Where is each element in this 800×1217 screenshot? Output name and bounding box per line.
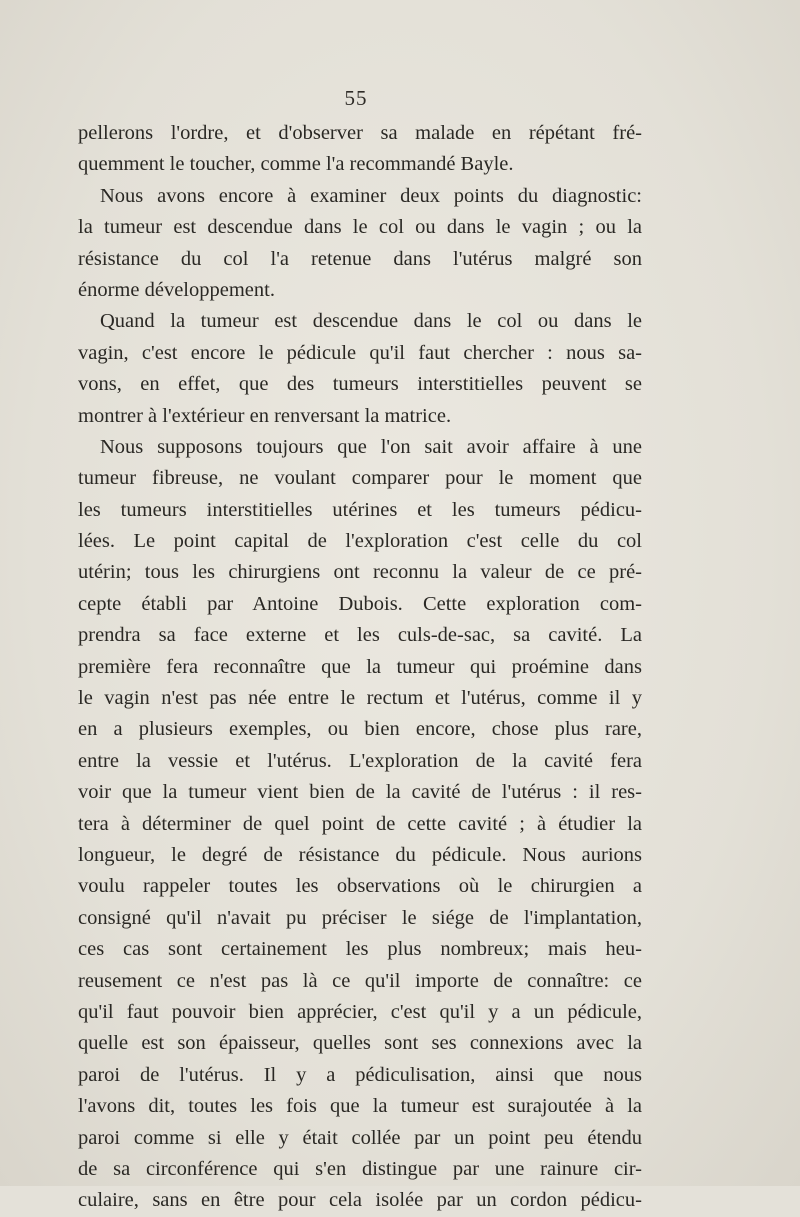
text-line: montrer à l'extérieur en renversant la matrice.	[78, 404, 452, 427]
text-line: de sa circonférence qui s'en distingue par une rainure cir-	[78, 1157, 642, 1180]
text-line: quelle est son épaisseur, quelles sont ses connexions avec la	[78, 1032, 642, 1055]
text-line: le vagin n'est pas née entre le rectum et l'utérus, comme il y	[78, 687, 642, 710]
text-line: utérin; tous les chirurgiens ont reconnu la valeur de ce pré-	[78, 561, 642, 584]
text-line: les tumeurs interstitielles utérines et les tumeurs pédicu-	[78, 498, 642, 521]
text-line: entre la vessie et l'utérus. L'exploration de la cavité fera	[78, 749, 642, 772]
text-line: tera à déterminer de quel point de cette cavité ; à étudier la	[78, 812, 642, 835]
body-text	[78, 118, 642, 1217]
text-line: en a plusieurs exemples, ou bien encore, chose plus rare,	[78, 718, 642, 741]
text-line: vagin, c'est encore le pédicule qu'il faut chercher : nous sa-	[78, 341, 642, 364]
text-line: première fera reconnaître que la tumeur qui proémine dans	[78, 655, 642, 678]
text-line: cepte établi par Antoine Dubois. Cette exploration com-	[78, 592, 642, 615]
text-line: pellerons l'ordre, et d'observer sa malade en répétant fré-	[78, 122, 642, 144]
text-line: résistance du col l'a retenue dans l'utérus malgré son	[78, 247, 642, 270]
text-line: énorme développement.	[78, 278, 275, 301]
text-line: Quand la tumeur est descendue dans le col ou dans le	[100, 310, 642, 333]
text-line: ces cas sont certainement les plus nombreux; mais heu-	[78, 938, 642, 961]
page-number: 55	[344, 86, 368, 110]
text-line: reusement ce n'est pas là ce qu'il importe de connaître: ce	[78, 969, 642, 992]
text-line: l'avons dit, toutes les fois que la tumeur est surajoutée à la	[78, 1095, 642, 1118]
text-line: quemment le toucher, comme l'a recommandé Bayle.	[78, 153, 514, 176]
text-line: prendra sa face externe et les culs-de-sac, sa cavité. La	[78, 624, 642, 647]
text-line: culaire, sans en être pour cela isolée par un cordon pédicu-	[78, 1189, 642, 1212]
text-line: paroi comme si elle y était collée par un point peu étendu	[78, 1126, 642, 1149]
text-line: longueur, le degré de résistance du pédicule. Nous aurions	[78, 843, 642, 866]
text-line: voulu rappeler toutes les observations où le chirurgien a	[78, 875, 642, 898]
text-line: Nous supposons toujours que l'on sait avoir affaire à une	[100, 435, 642, 458]
text-line: Nous avons encore à examiner deux points du diagnostic:	[100, 184, 642, 207]
text-line: paroi de l'utérus. Il y a pédiculisation, ainsi que nous	[78, 1063, 642, 1086]
text-line: vons, en effet, que des tumeurs interstitielles peuvent se	[78, 373, 642, 396]
text-line: tumeur fibreuse, ne voulant comparer pour le moment que	[78, 467, 642, 490]
text-line: lées. Le point capital de l'exploration c'est celle du col	[78, 530, 642, 553]
text-line: consigné qu'il n'avait pu préciser le siége de l'implantation,	[78, 906, 642, 929]
text-line: voir que la tumeur vient bien de la cavité de l'utérus : il res-	[78, 781, 642, 804]
text-line: la tumeur est descendue dans le col ou dans le vagin ; ou la	[78, 216, 642, 239]
text-line: qu'il faut pouvoir bien apprécier, c'est qu'il y a un pédicule,	[78, 1000, 642, 1023]
